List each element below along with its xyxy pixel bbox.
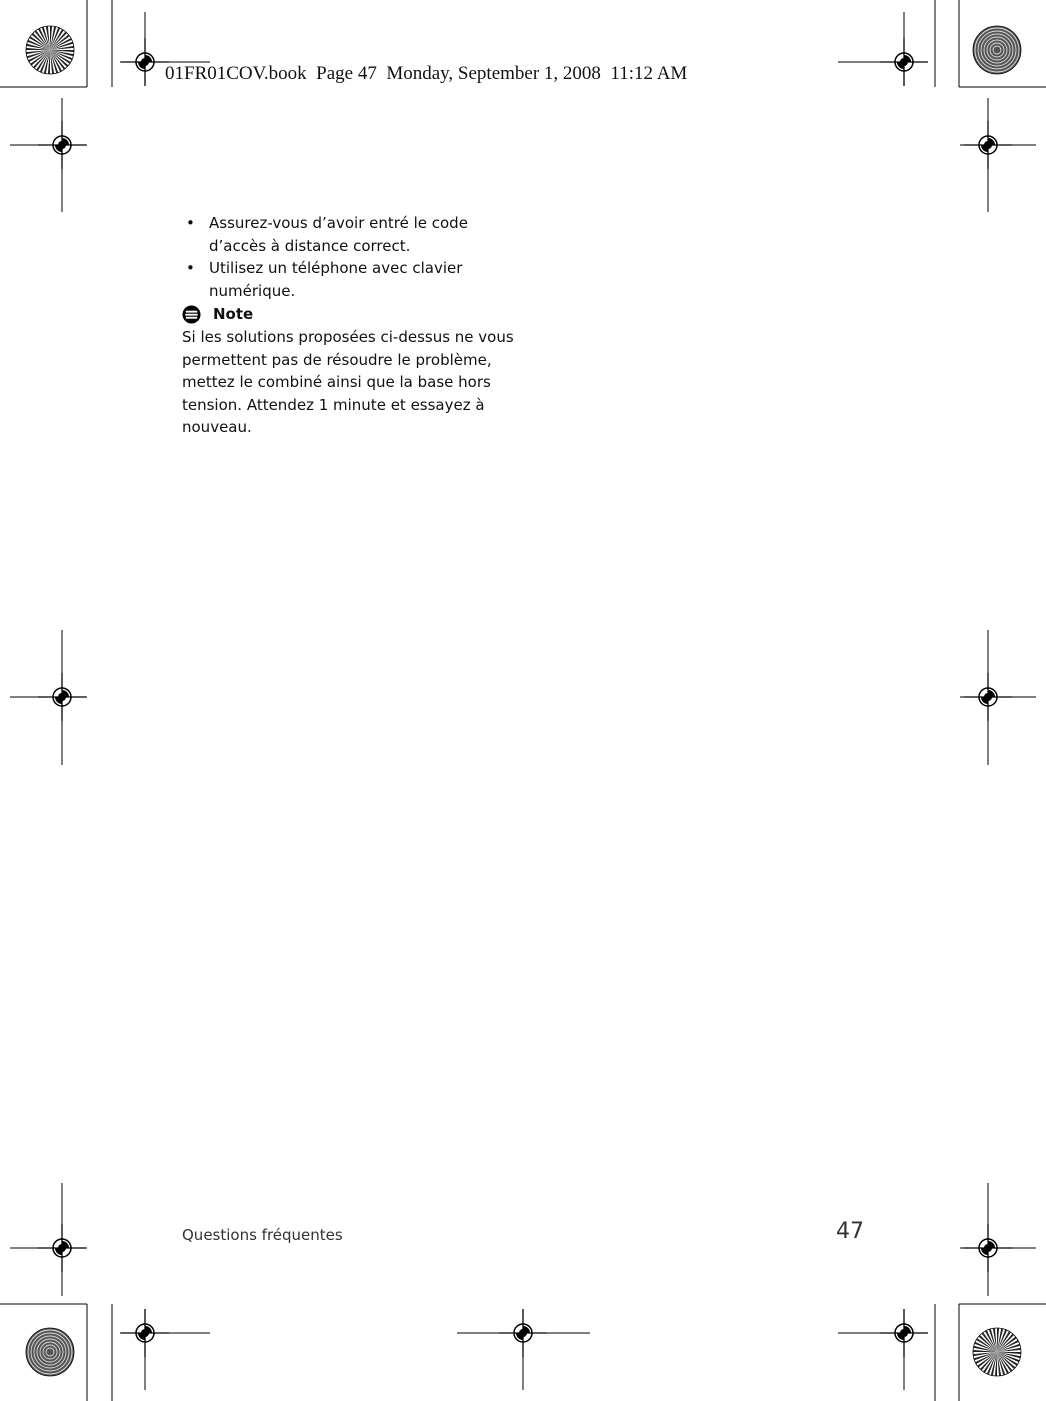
bullet-text: Utilisez un téléphone avec clavier numérique. bbox=[209, 259, 463, 300]
note-icon bbox=[182, 305, 201, 324]
starburst-target-bottom-right bbox=[973, 1328, 1021, 1376]
bullet-list bbox=[182, 212, 522, 302]
note-label: Note bbox=[213, 304, 254, 323]
bullet-dot-icon: • bbox=[186, 259, 195, 277]
header-slug: 01FR01COV.book Page 47 Monday, September 1, 2008 11:12 AM bbox=[165, 63, 688, 84]
bullet-dot-icon: • bbox=[186, 214, 195, 232]
starburst-target-top-left bbox=[26, 26, 74, 74]
bullet-item bbox=[182, 212, 522, 257]
starburst-target-top-right bbox=[973, 26, 1021, 74]
page-content bbox=[182, 212, 522, 439]
page-number: 47 bbox=[836, 1219, 864, 1244]
note-heading bbox=[182, 303, 522, 325]
note-text: Si les solutions proposées ci-dessus ne vous permettent pas de résoudre le problème, mettez le combiné ainsi que la base hors tension. Attendez 1 minute et essayez à nouveau. bbox=[182, 328, 514, 436]
footer-section-title: Questions fréquentes bbox=[182, 1226, 343, 1244]
bullet-item bbox=[182, 257, 522, 302]
starburst-target-bottom-left bbox=[26, 1328, 74, 1376]
bullet-text: Assurez-vous d’avoir entré le code d’accès à distance correct. bbox=[209, 214, 468, 255]
